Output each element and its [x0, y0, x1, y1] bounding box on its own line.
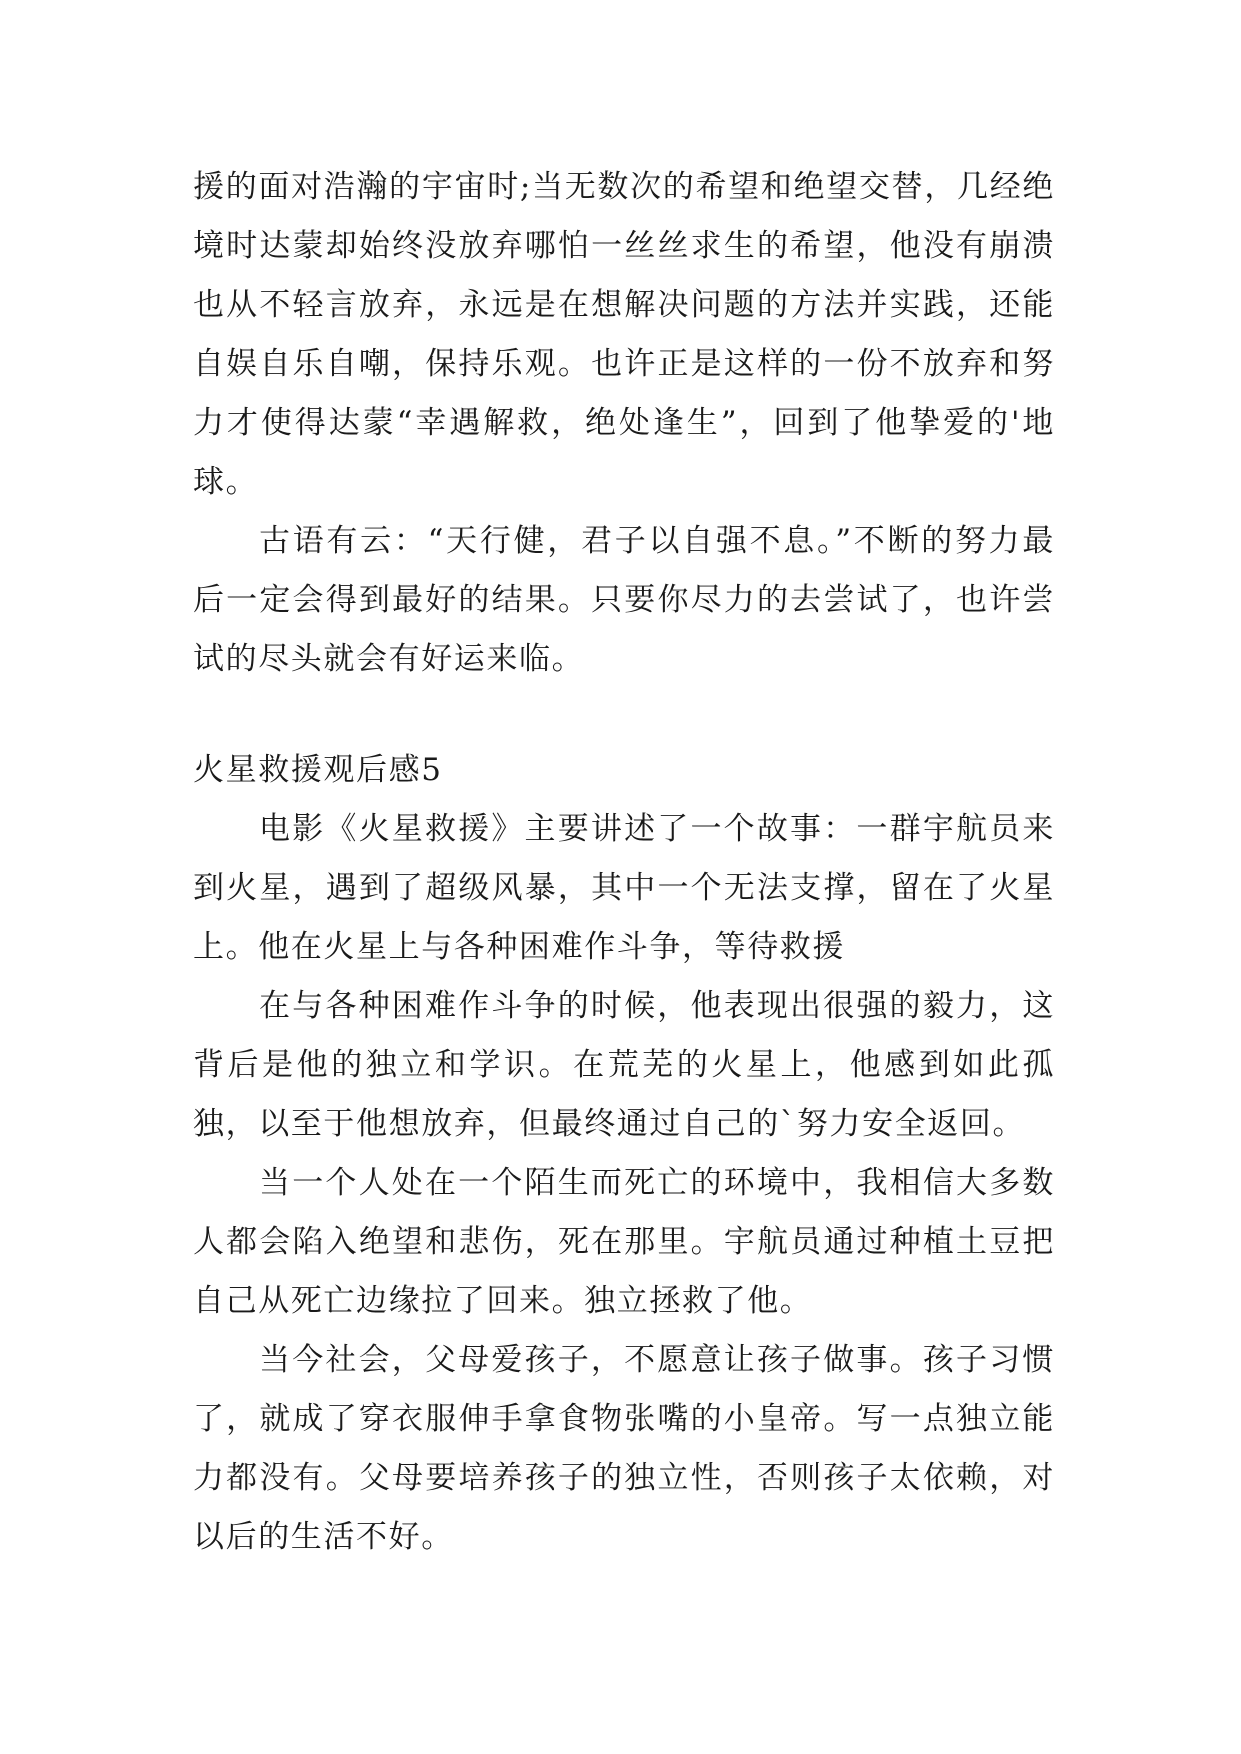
document-body: [193, 158, 1055, 1567]
paragraph-perseverance: 在与各种困难作斗争的时候，他表现出很强的毅力，这背后是他的独立和学识。在荒芜的火星上，他感到如此孤独，以至于他想放弃，但最终通过自己的`努力安全返回。: [193, 988, 1055, 1142]
section-heading: 火星救援观后感5: [193, 752, 443, 788]
paragraph-proverb: 古语有云：“天行健，君子以自强不息。”不断的努力最后一定会得到最好的结果。只要你尽力的去尝试了，也许尝试的尽头就会有好运来临。: [193, 523, 1055, 677]
paragraph-continuation: 援的面对浩瀚的宇宙时;当无数次的希望和绝望交替，几经绝境时达蒙却始终没放弃哪怕一丝丝求生的希望，他没有崩溃也从不轻言放弃，永远是在想解决问题的方法并实践，还能自娱自乐自嘲，保持乐观。也许正是这样的一份不放弃和努力才使得达蒙“幸遇解救，绝处逢生”，回到了他挚爱的'地球。: [193, 169, 1055, 500]
paragraph-society: 当今社会，父母爱孩子，不愿意让孩子做事。孩子习惯了，就成了穿衣服伸手拿食物张嘴的小皇帝。写一点独立能力都没有。父母要培养孩子的独立性，否则孩子太依赖，对以后的生活不好。: [193, 1342, 1055, 1555]
paragraph-intro: 电影《火星救援》主要讲述了一个故事：一群宇航员来到火星，遇到了超级风暴，其中一个无法支撑，留在了火星上。他在火星上与各种困难作斗争，等待救援: [193, 811, 1055, 965]
paragraph-independence: 当一个人处在一个陌生而死亡的环境中，我相信大多数人都会陷入绝望和悲伤，死在那里。宇航员通过种植土豆把自己从死亡边缘拉了回来。独立拯救了他。: [193, 1165, 1055, 1319]
